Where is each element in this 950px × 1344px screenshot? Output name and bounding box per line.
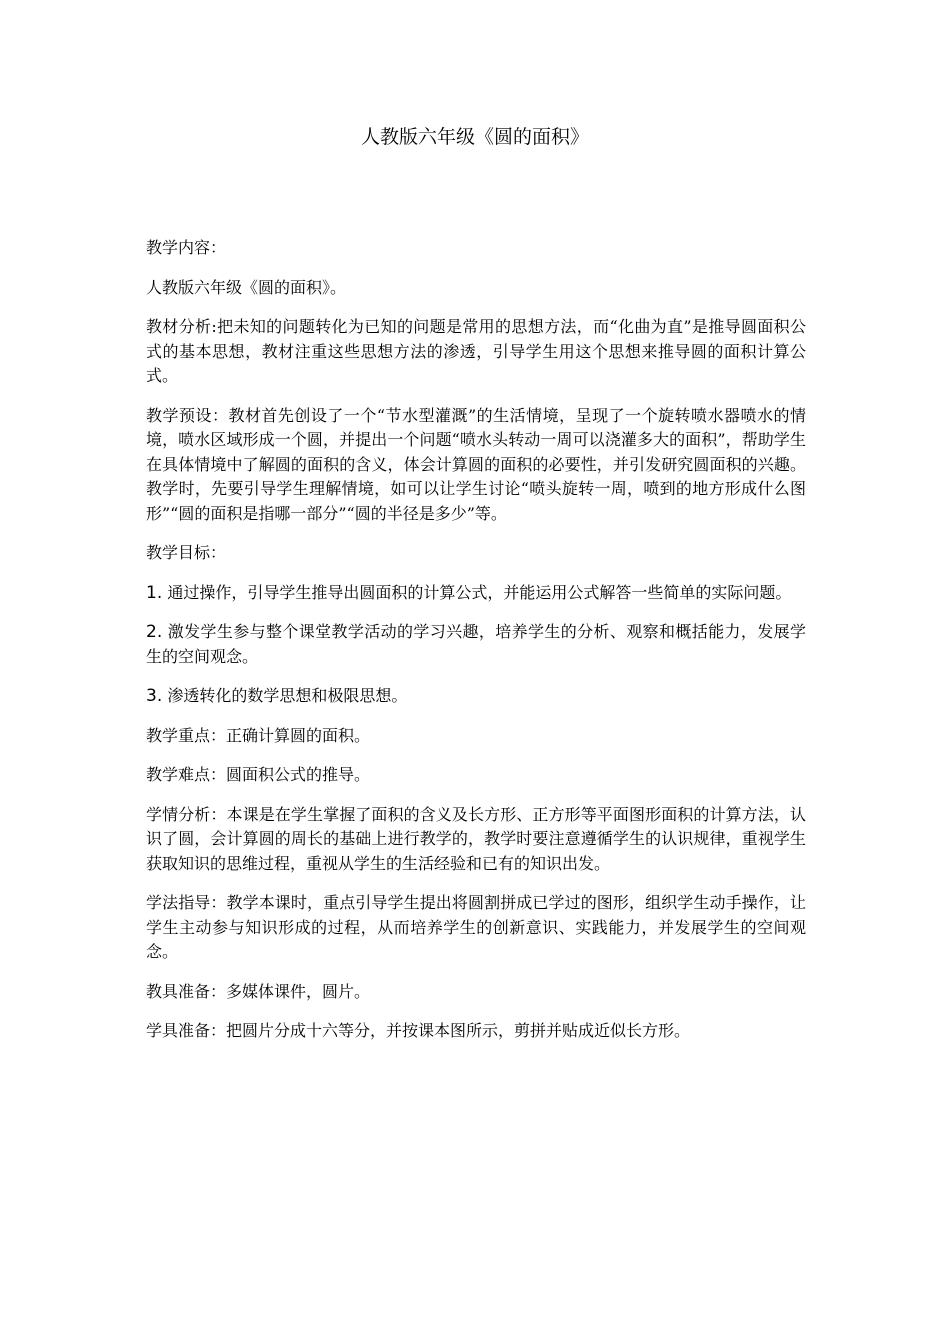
paragraph-textbook-analysis: 教材分析:把未知的问题转化为已知的问题是常用的思想方法，而“化曲为直”是推导圆面积公式的基本思想，教材注重这些思想方法的渗透，引导学生用这个思想来推导圆的面积计算公式。 xyxy=(146,317,806,385)
paragraph-content-text: 人教版六年级《圆的面积》。 xyxy=(146,277,347,297)
goal-number: 3. xyxy=(146,686,163,706)
paragraph-teaching-preset: 教学预设：教材首先创设了一个“节水型灌溉”的生活情境，呈现了一个旋转喷水器喷水的情境，喷水区域形成一个圆，并提出一个问题“喷水头转动一周可以浇灌多大的面积”，帮助学生在具体情境中了解圆的面积的含义，体会计算圆的面积的必要性，并引发研究圆面积的兴趣。教学时，先要引导学生理解情境，如可以让学生讨论“喷头旋转一周，喷到的地方形成什么图形”“圆的面积是指哪一部分”“圆的半径是多少”等。 xyxy=(146,405,806,523)
goal-text: 渗透转化的数学思想和极限思想。 xyxy=(162,686,408,705)
heading-teaching-content: 教学内容： xyxy=(146,238,227,257)
goal-text: 激发学生参与整个课堂教学活动的学习兴趣，培养学生的分析、观察和概括能力，发展学生的空间观念。 xyxy=(146,622,806,666)
goal-item-1 xyxy=(146,581,806,606)
goal-item-2 xyxy=(146,620,806,669)
paragraph-teaching-tools: 教具准备：多媒体课件，圆片。 xyxy=(146,981,371,1001)
document-title: 人教版六年级《圆的面积》 xyxy=(360,126,589,148)
paragraph-key-point: 教学重点：正确计算圆的面积。 xyxy=(146,725,371,745)
paragraph-learning-guidance: 学法指导：教学本课时，重点引导学生提出将圆割拼成已学过的图形，组织学生动手操作，让学生主动参与知识形成的过程，从而培养学生的创新意识、实践能力，并发展学生的空间观念。 xyxy=(146,893,806,961)
goal-number: 1. xyxy=(146,582,163,603)
document-body xyxy=(146,236,806,1059)
paragraph-difficulty: 教学难点：圆面积公式的推导。 xyxy=(146,765,371,784)
goal-item-3 xyxy=(146,684,806,709)
goal-number: 2. xyxy=(146,622,163,642)
goal-text: 通过操作，引导学生推导出圆面积的计算公式，并能运用公式解答一些简单的实际问题。 xyxy=(162,582,792,602)
heading-teaching-goals: 教学目标： xyxy=(146,543,227,562)
paragraph-learning-tools: 学具准备：把圆片分成十六等分，并按课本图所示，剪拼并贴成近似长方形。 xyxy=(146,1021,691,1040)
paragraph-student-analysis: 学情分析：本课是在学生掌握了面积的含义及长方形、正方形等平面图形面积的计算方法，认识了圆，会计算圆的周长的基础上进行教学的，教学时要注意遵循学生的认识规律，重视学生获取知识的思维过程，重视从学生的生活经验和已有的知识出发。 xyxy=(146,804,806,873)
